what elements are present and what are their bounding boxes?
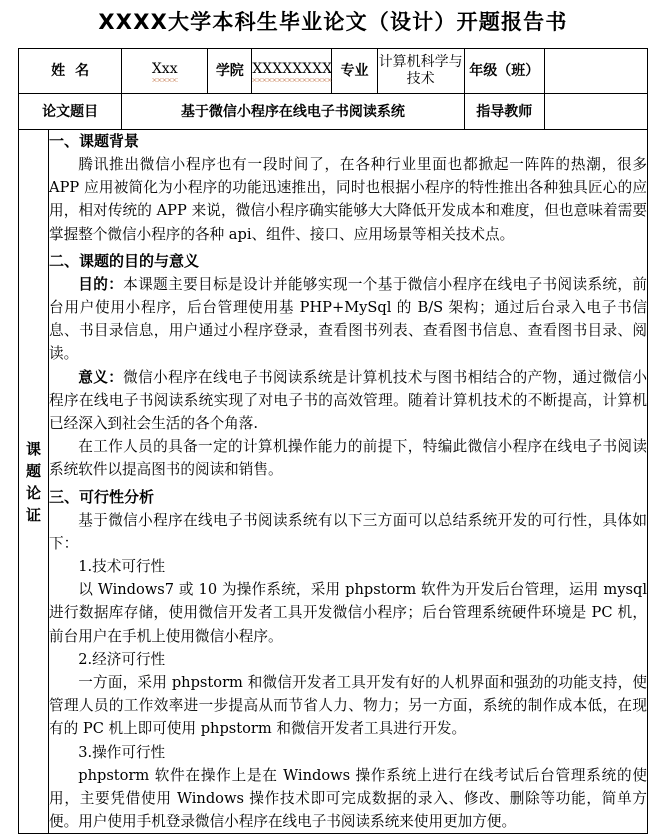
side-label-cell — [19, 130, 49, 834]
table-row-basic-info — [19, 49, 648, 94]
side-label-char-2: 题 — [26, 461, 42, 480]
feasibility-subheading-economic: 2.经济可行性 — [78, 650, 166, 668]
section-meaning-paragraph — [49, 366, 647, 436]
table-row-topic — [19, 94, 648, 130]
college-value: XXXXXXXX — [252, 61, 332, 82]
major-label: 专业 — [332, 49, 377, 94]
openingreport-form-table — [18, 48, 648, 834]
name-value-cell[interactable] — [122, 49, 208, 94]
section-background-paragraph: 腾讯推出微信小程序也有一段时间了，在各种行业里面也都掀起一阵阵的热潮，很多 APP 应用被简化为小程序的功能迅速推出，同时也根据小程序的特性推出各种独具匠心的应用，相对传统的 APP 来说，微信小程序确实能够大大降低开发成本和难度，但也意味着需要掌握整个微信小程序的各种 api、组件、接口、应用场景等相关技术点。 — [49, 156, 647, 243]
college-value-cell[interactable] — [252, 49, 332, 94]
section-heading-feasibility: 三、可行性分析 — [49, 487, 155, 506]
name-label: 姓名 — [19, 49, 122, 94]
grade-value[interactable] — [544, 49, 647, 94]
feasibility-subheading-technical: 1.技术可行性 — [78, 558, 166, 576]
section-purpose-paragraph — [49, 273, 647, 366]
side-label-char-4: 证 — [26, 505, 42, 524]
section-heading-background: 一、课题背景 — [49, 132, 140, 150]
side-label-char-1: 课 — [26, 439, 42, 458]
page-title: XXXX大学本科生毕业论文（设计）开题报告书 — [98, 10, 568, 34]
table-row-argumentation — [19, 130, 648, 834]
major-value[interactable]: 计算机科学与技术 — [377, 49, 464, 94]
purpose-runin-label: 目的： — [78, 275, 124, 293]
side-label-argumentation — [19, 438, 48, 526]
side-label-char-3: 论 — [26, 483, 42, 502]
topic-label: 论文题目 — [19, 94, 122, 130]
meaning-runin-label: 意义： — [78, 368, 124, 386]
grade-label: 年级（班） — [464, 49, 544, 94]
section-purpose-closing: 在工作人员的具备一定的计算机操作能力的前提下，特编此微信小程序在线电子书阅读系统软件以提高图书的阅读和销售。 — [49, 438, 647, 479]
name-value: Xxx — [152, 61, 178, 82]
college-label: 学院 — [208, 49, 252, 94]
advisor-label: 指导教师 — [464, 94, 544, 130]
feasibility-intro: 基于微信小程序在线电子书阅读系统有以下三方面可以总结系统开发的可行性，具体如下： — [49, 511, 647, 552]
argumentation-body — [49, 130, 648, 834]
feasibility-subheading-operational: 3.操作可行性 — [78, 743, 166, 761]
purpose-text: 本课题主要目标是设计并能够实现一个基于微信小程序在线电子书阅读系统，前台用户使用小程序，后台管理使用基 PHP+MySql 的 B/S 架构；通过后台录入电子书信息、书目录信息，用户通过小程序登录，查看图书列表、查看图书信息、查看图书目录、阅读。 — [49, 275, 647, 363]
meaning-text: 微信小程序在线电子书阅读系统是计算机技术与图书相结合的产物，通过微信小程序在线电子书阅读系统实现了对电子书的高效管理。随着计算机技术的不断提高，计算机已经深入到社会生活的各个角落. — [49, 368, 647, 433]
advisor-value[interactable] — [544, 94, 647, 130]
topic-value[interactable]: 基于微信小程序在线电子书阅读系统 — [122, 94, 465, 130]
feasibility-text-economic: 一方面，采用 phpstorm 和微信开发者工具开发有好的人机界面和强劲的功能支持，使管理人员的工作效率进一步提高从而节省人力、物力；另一方面，系统的制作成本低，在现有的 PC 机上即可使用 phpstorm 和微信开发者工具进行开发。 — [49, 674, 647, 738]
feasibility-text-operational: phpstorm 软件在操作上是在 Windows 操作系统上进行在线考试后台管理系统的使用，主要凭借使用 Windows 操作技术即可完成数据的录入、修改、删除等功能，简单方便。用户使用手机登录微信小程序在线电子书阅读系统来使用更加方便。 — [49, 766, 647, 831]
section-heading-purpose: 二、课题的目的与意义 — [49, 251, 200, 270]
feasibility-text-technical: 以 Windows7 或 10 为操作系统，采用 phpstorm 软件为开发后台管理，运用 mysql 进行数据库存储，使用微信开发者工具开发微信小程序；后台管理系统硬件环境是 PC 机，前台用户在手机上使用微信小程序。 — [49, 581, 647, 645]
